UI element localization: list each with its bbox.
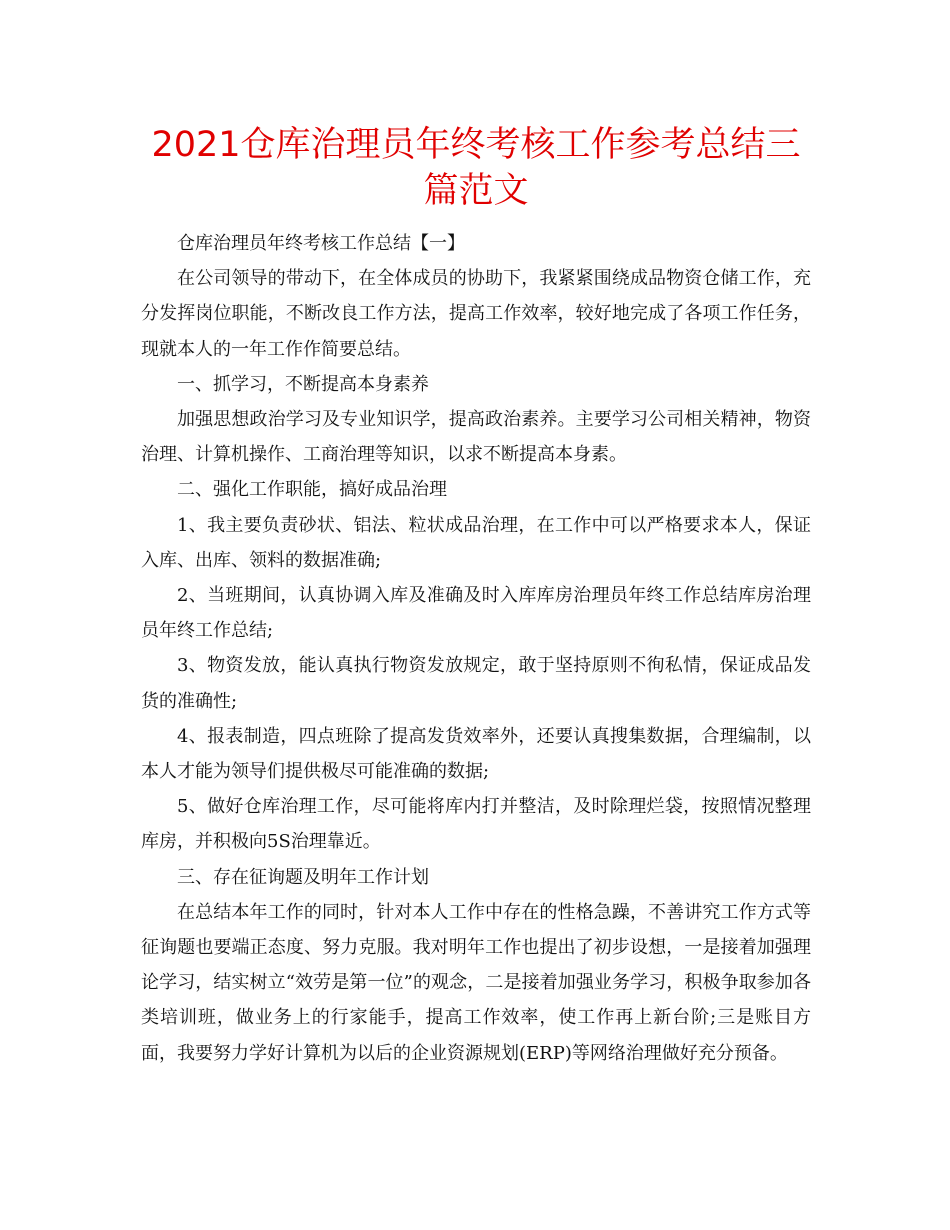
paragraph: 加强思想政治学习及专业知识学，提高政治素养。主要学习公司相关精神，物资治理、计算机操作、工商治理等知识，以求不断提高本身素。 — [141, 409, 811, 466]
paragraph: 2、当班期间，认真协调入库及准确及时入库库房治理员年终工作总结库房治理员年终工作总结; — [141, 585, 811, 642]
paragraph: 在总结本年工作的同时，针对本人工作中存在的性格急躁，不善讲究工作方式等征询题也要端正态度、努力克服。我对明年工作也提出了初步设想，一是接着加强理论学习，结实树立“效劳是第一位”的观念，二是接着加强业务学习，积极争取参加各类培训班，做业务上的行家能手，提高工作效率，使工作再上新台阶;三是账目方面，我要努力学好计算机为以后的企业资源规划(ERP)等网络治理做好充分预备。 — [141, 901, 811, 1064]
document-title: 2021仓库治理员年终考核工作参考总结三篇范文 — [151, 125, 801, 211]
paragraph: 在公司领导的带动下，在全体成员的协助下，我紧紧围绕成品物资仓储工作，充分发挥岗位职能，不断改良工作方法，提高工作效率，较好地完成了各项工作任务，现就本人的一年工作作简要总结。 — [141, 268, 811, 360]
document-body — [141, 226, 811, 1071]
paragraph: 仓库治理员年终考核工作总结【一】 — [177, 233, 465, 254]
paragraph: 三、存在征询题及明年工作计划 — [177, 866, 429, 888]
paragraph: 5、做好仓库治理工作，尽可能将库内打并整洁，及时除理烂袋，按照情况整理库房，并积极向5S治理靠近。 — [141, 796, 811, 853]
paragraph: 3、物资发放，能认真执行物资发放规定，敢于坚持原则不徇私情，保证成品发货的准确性; — [141, 655, 811, 712]
document-page — [141, 0, 811, 1071]
paragraph: 1、我主要负责砂状、铝法、粒状成品治理，在工作中可以严格要求本人，保证入库、出库、领料的数据准确; — [141, 514, 811, 571]
paragraph: 二、强化工作职能，搞好成品治理 — [177, 479, 447, 501]
paragraph: 4、报表制造，四点班除了提高发货效率外，还要认真搜集数据，合理编制，以本人才能为领导们提供极尽可能准确的数据; — [141, 725, 811, 783]
paragraph: 一、抓学习，不断提高本身素养 — [177, 373, 429, 395]
